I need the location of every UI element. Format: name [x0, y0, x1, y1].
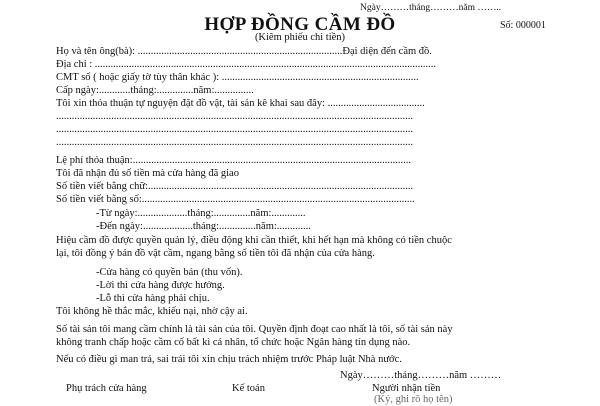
field-items-line-3: ........................................................................................................................................: [56, 137, 413, 148]
ownership-line-1: Số tài sản tôi mang cầm chính là tài sản của tôi. Quyền định đoạt cao nhất là tôi, số tài sản này: [56, 324, 453, 335]
term-right-to-sell: -Cửa hàng có quyền bán (thu vốn).: [96, 267, 243, 278]
field-to-date: -Đến ngày:...................tháng:..............năm:.............: [96, 221, 311, 232]
signature-role-recipient: Người nhận tiền: [372, 383, 441, 394]
document-title: HỢP ĐỒNG CẦM ĐỒ: [204, 14, 396, 35]
signature-role-accountant: Kế toán: [232, 383, 265, 394]
top-date-line: Ngày………tháng………năm ……..: [360, 3, 502, 13]
terms-paragraph-line-1: Hiệu cầm đồ được quyền quản lý, điều động khi cần thiết, khi hết hạn mà không có tiền chuộc: [56, 235, 452, 246]
field-money-received: Tôi đã nhận đủ số tiền mà cửa hàng đã giao: [56, 168, 239, 179]
term-loss: -Lỗ thì cửa hàng phải chịu.: [96, 293, 210, 304]
signature-note: (Ký, ghi rõ họ tên): [374, 394, 453, 405]
term-no-complaint: Tôi không hề thắc mắc, khiếu nại, nhờ cậy ai.: [56, 306, 248, 317]
field-amount-words: Số tiền viết bằng chữ:.....................................................................................................: [56, 181, 414, 192]
ownership-line-2: không tranh chấp hoặc cầm cố bất kì cá nhân, tổ chức hoặc Ngân hàng tín dụng nào.: [56, 337, 411, 348]
term-profit: -Lời thì cửa hàng được hưởng.: [96, 280, 225, 291]
document-subtitle: (Kiêm phiếu chi tiền): [254, 32, 346, 43]
signature-role-store-manager: Phụ trách cửa hàng: [66, 383, 147, 394]
field-id-number: CMT số ( hoặc giấy tờ tùy thân khác ): ...........................................................................: [56, 72, 419, 83]
liability-statement: Nếu có điều gì man trá, sai trái tôi xin chịu trách nhiệm trước Pháp luật Nhà nước.: [56, 354, 402, 365]
field-issue-date: Cấp ngày:............tháng:..............năm:...............: [56, 85, 254, 96]
signature-date: Ngày………tháng………năm ………: [340, 370, 502, 381]
document-number: Số: 000001: [500, 20, 546, 31]
field-items-line-1: ........................................................................................................................................: [56, 111, 413, 122]
field-address: Địa chỉ : ..................................................................................................................................: [56, 59, 437, 70]
field-items-line-2: ........................................................................................................................................: [56, 124, 413, 135]
field-from-date: -Từ ngày:...................tháng:..............năm:.............: [96, 208, 306, 219]
field-agreed-fee: Lệ phí thỏa thuận:..........................................................................................................: [56, 155, 411, 166]
field-amount-number: Số tiền viết bằng số:........................................................................................................: [56, 194, 415, 205]
terms-paragraph-line-2: lại, tôi đồng ý bán đồ vật cầm, ngang bằng số tiền tôi đã nhận của cửa hàng.: [56, 248, 375, 259]
field-full-name: Họ và tên ông(bà): ..............................................................................Đại diện đến cầm đồ.: [56, 46, 432, 57]
field-pledge-intro: Tôi xin thỏa thuận tự nguyện đặt đồ vật, tài sản kê khai sau đây: .....................................: [56, 98, 425, 109]
